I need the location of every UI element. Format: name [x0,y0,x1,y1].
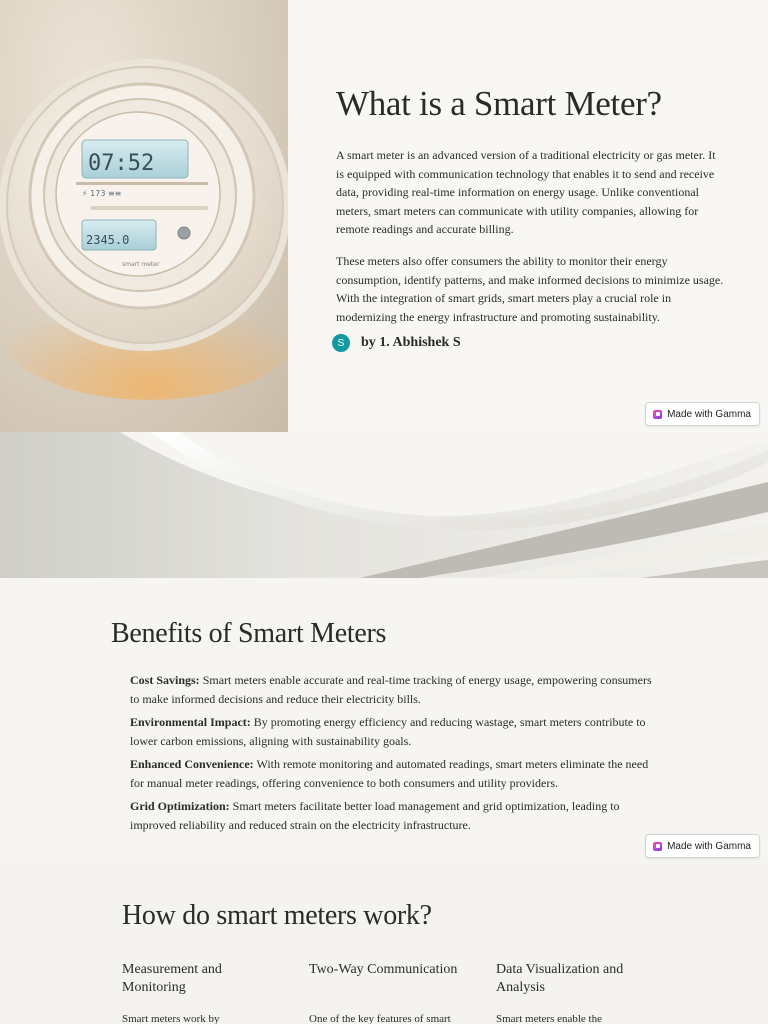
benefit-term: Cost Savings: [130,673,200,687]
avatar: S [332,334,350,352]
list-item [130,671,660,709]
benefit-term: Grid Optimization: [130,799,230,813]
author-byline [332,334,461,352]
made-with-gamma-badge[interactable] [645,834,760,858]
svg-text:smart meter: smart meter [122,261,160,268]
how-title: How do smart meters work? [122,900,432,931]
gamma-logo-icon [653,842,662,851]
list-item [130,755,660,793]
svg-text:⚡ 173 ≡≡: ⚡ 173 ≡≡ [82,189,122,198]
column-text-visualization: Smart meters enable the [496,1013,602,1024]
intro-paragraph: A smart meter is an advanced version of a traditional electricity or gas meter. It is equipped with communication technology that enables it to send and receive data, providing real-time information on energy usage. Unlike conventional meters, smart meters can communicate with utility companies, allowing for remote readings and accurate billing. [336,148,716,237]
wave-graphic [0,432,768,578]
list-item [130,713,660,751]
benefit-term: Enhanced Convenience: [130,757,254,771]
badge-label: Made with Gamma [667,408,751,420]
benefit-text: With remote monitoring and automated readings, smart meters eliminate the need for manual meter readings, offering convenience to both consumers and utility providers. [130,757,649,790]
smart-meter-illustration [0,0,288,432]
benefits-list [130,671,660,839]
column-text-communication: One of the key features of smart [309,1013,451,1024]
slide-what-is-smart-meter [0,0,768,432]
slide-how-it-works [0,864,768,1024]
benefit-text: By promoting energy efficiency and reducing wastage, smart meters contribute to lower carbon emissions, aligning with sustainability goals. [130,715,646,748]
column-text-measurement: Smart meters work by [122,1013,220,1024]
svg-text:2345.0: 2345.0 [86,233,130,247]
benefit-text: Smart meters facilitate better load management and grid optimization, leading to improved reliability and reduced strain on the electricity infrastructure. [130,799,620,832]
decorative-wave-banner [0,432,768,578]
page-title: What is a Smart Meter? [336,84,662,123]
secondary-paragraph: These meters also offer consumers the ability to monitor their energy consumption, identify patterns, and make informed decisions to minimize usage. With the integration of smart grids, smart meters play a crucial role in modernizing the energy infrastructure and promoting sustainability. [336,254,724,324]
benefits-title: Benefits of Smart Meters [111,618,387,649]
column-heading-communication: Two-Way Communication [309,962,458,977]
author-name: by 1. Abhishek S [361,335,461,350]
column-heading-visualization: Data Visualization and Analysis [496,962,624,995]
gamma-logo-icon [653,410,662,419]
slide-benefits [0,578,768,864]
column-heading-measurement: Measurement and Monitoring [122,962,222,995]
benefit-term: Environmental Impact: [130,715,251,729]
svg-text:07:52: 07:52 [88,151,155,176]
smart-meter-image [0,0,288,432]
benefit-text: Smart meters enable accurate and real-time tracking of energy usage, empowering consumers to make informed decisions and reduce their electricity bills. [130,673,652,706]
badge-label: Made with Gamma [667,840,751,852]
list-item [130,797,660,835]
made-with-gamma-badge[interactable] [645,402,760,426]
